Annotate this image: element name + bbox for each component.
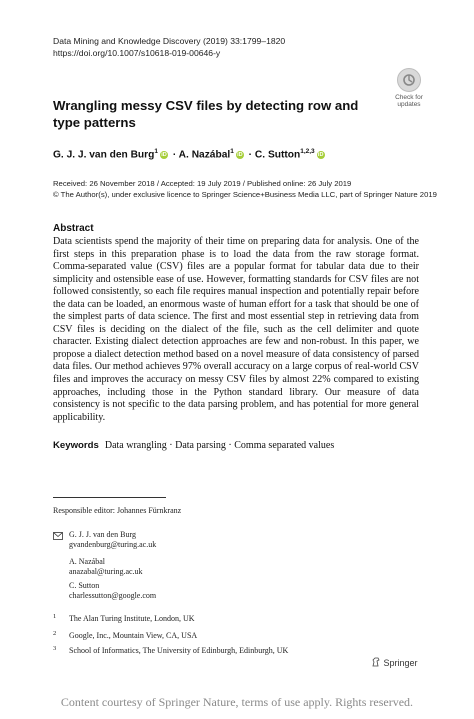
author-name[interactable]: C. Sutton xyxy=(254,149,301,161)
footnote-divider xyxy=(53,497,166,498)
envelope-icon xyxy=(53,532,63,543)
springer-wordmark: Springer xyxy=(383,658,418,668)
publication-dates xyxy=(53,179,437,200)
springer-logo[interactable] xyxy=(371,657,418,668)
affiliation-number: 2 xyxy=(53,630,57,637)
doi-link[interactable]: https://doi.org/10.1007/s10618-019-00646-y xyxy=(53,47,221,58)
check-updates-icon xyxy=(397,68,421,92)
responsible-editor: Responsible editor: Johannes Fürnkranz xyxy=(53,506,182,515)
check-updates-label: Check for updates xyxy=(395,94,423,108)
author-separator: · xyxy=(248,149,253,161)
author-list xyxy=(53,148,327,160)
contact-entry xyxy=(69,581,156,601)
author-name[interactable]: A. Nazábal xyxy=(178,149,231,161)
contact-email[interactable]: anazabal@turing.ac.uk xyxy=(69,567,143,576)
journal-citation: Data Mining and Knowledge Discovery (2019) 33:1799–1820 xyxy=(53,36,286,46)
springer-horse-icon xyxy=(371,658,384,668)
dates-line: Received: 26 November 2018 / Accepted: 19 July 2019 / Published online: 26 July 2019 xyxy=(53,179,352,188)
abstract-text: Data scientists spend the majority of their time on preparing data for analysis. One of the first steps in this preparation phase is to load the data from the raw storage format. Comma-separated value (CSV) files are a popular format for tabular data due to their simplicity and ostensible ease of use. However, formatting standards for CSV files are not followed consistently, so each file requires manual inspection and potentially repair before the data can be loaded, an enormous waste of human effort for a task that should be one of the simplest parts of data science. The first and most essential step in retrieving data from CSV files is deciding on the dialect of the file, such as the cell delimiter and quote character. Existing dialect detection approaches are few and non-robust. In this paper, we propose a dialect detection method based on a novel measure of data consistency of parsed data files. Our method achieves 97% overall accuracy on a large corpus of real-world CSV files and improves the accuracy on messy CSV files by almost 22% compared to existing approaches, including those in the Python standard library. Our measure of data consistency is not specific to the data parsing problem, and has potential for more general applicability. xyxy=(53,236,419,423)
affiliation-text: School of Informatics, The University of Edinburgh, Edinburgh, UK xyxy=(69,646,289,655)
contact-email[interactable]: gvandenburg@turing.ac.uk xyxy=(69,540,157,549)
affiliation-number: 3 xyxy=(53,645,57,652)
author-separator: · xyxy=(172,149,177,161)
contact-email[interactable]: charlessutton@google.com xyxy=(69,591,157,600)
affiliation-number: 1 xyxy=(53,613,57,620)
abstract-heading: Abstract xyxy=(53,223,94,234)
keywords-text: Data wrangling · Data parsing · Comma separated values xyxy=(104,440,335,451)
contact-name: C. Sutton xyxy=(69,581,100,590)
orcid-icon[interactable]: iD xyxy=(317,152,324,159)
author-name[interactable]: G. J. J. van den Burg xyxy=(53,149,155,161)
author-affiliation-mark: 1 xyxy=(230,148,234,155)
affiliation-text: The Alan Turing Institute, London, UK xyxy=(69,614,195,623)
contact-name: A. Nazábal xyxy=(69,557,105,566)
author-affiliation-mark: 1 xyxy=(154,148,158,155)
author-affiliation-mark: 1,2,3 xyxy=(300,148,315,155)
affiliation-text: Google, Inc., Mountain View, CA, USA xyxy=(69,631,198,640)
orcid-icon[interactable]: iD xyxy=(161,152,167,159)
affiliation-item xyxy=(53,630,197,640)
contact-entry xyxy=(69,557,143,577)
journal-header xyxy=(53,36,285,59)
affiliation-item xyxy=(53,645,288,655)
contact-name: G. J. J. van den Burg xyxy=(69,530,136,539)
orcid-icon[interactable]: iD xyxy=(237,152,243,159)
keywords xyxy=(53,440,334,451)
paper-title: Wrangling messy CSV files by detecting row and type patterns xyxy=(53,98,359,130)
keywords-label: Keywords xyxy=(53,440,99,451)
courtesy-notice: Content courtesy of Springer Nature, terms of use apply. Rights reserved. xyxy=(60,695,414,709)
copyright-line: © The Author(s), under exclusive licence to Springer Science+Business Media LLC, part of Springer Nature 2019 xyxy=(53,189,437,199)
affiliation-item xyxy=(53,613,195,623)
contact-entry xyxy=(69,530,156,550)
check-for-updates-badge[interactable] xyxy=(387,68,431,108)
